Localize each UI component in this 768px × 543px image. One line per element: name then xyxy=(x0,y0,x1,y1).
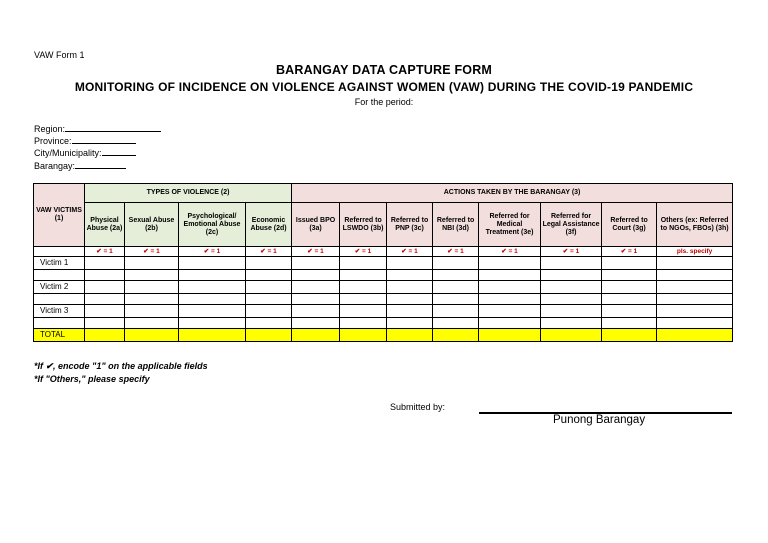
entry-cell[interactable] xyxy=(292,294,340,305)
total-cell[interactable] xyxy=(246,329,292,342)
barangay-field[interactable] xyxy=(34,159,126,172)
total-label: TOTAL xyxy=(34,329,85,342)
total-cell[interactable] xyxy=(340,329,387,342)
form-subtitle: MONITORING OF INCIDENCE ON VIOLENCE AGAINST WOMEN (VAW) DURING THE COVID-19 PANDEMIC xyxy=(74,80,694,94)
entry-cell[interactable] xyxy=(246,281,292,294)
entry-cell[interactable] xyxy=(34,270,85,281)
action-bpo: Issued BPO (3a) xyxy=(292,203,340,247)
entry-cell[interactable] xyxy=(657,270,733,281)
action-pnp: Referred to PNP (3c) xyxy=(387,203,433,247)
entry-cell[interactable] xyxy=(34,318,85,329)
check-row-blank xyxy=(34,247,85,257)
entry-cell[interactable] xyxy=(292,257,340,270)
entry-cell[interactable] xyxy=(85,257,125,270)
note-others: *If "Others," please specify xyxy=(34,374,150,384)
total-cell[interactable] xyxy=(433,329,479,342)
entry-cell[interactable] xyxy=(479,318,541,329)
entry-cell[interactable] xyxy=(433,270,479,281)
entry-cell[interactable] xyxy=(602,318,657,329)
period-label: For the period: xyxy=(354,97,414,107)
entry-cell[interactable] xyxy=(340,294,387,305)
entry-cell[interactable] xyxy=(541,305,602,318)
victim-label: Victim 1 xyxy=(34,257,85,270)
total-cell[interactable] xyxy=(602,329,657,342)
check-note: ✔ = 1 xyxy=(479,247,541,257)
entry-cell[interactable] xyxy=(602,257,657,270)
entry-cell[interactable] xyxy=(179,257,246,270)
entry-cell[interactable] xyxy=(125,270,179,281)
entry-cell[interactable] xyxy=(179,318,246,329)
entry-cell[interactable] xyxy=(292,281,340,294)
city-line xyxy=(102,146,136,156)
others-note: pls. specify xyxy=(657,247,733,257)
entry-cell[interactable] xyxy=(246,270,292,281)
victim-label: Victim 3 xyxy=(34,305,85,318)
entry-cell[interactable] xyxy=(387,257,433,270)
entry-cell[interactable] xyxy=(246,257,292,270)
total-cell[interactable] xyxy=(179,329,246,342)
check-note: ✔ = 1 xyxy=(340,247,387,257)
entry-cell[interactable] xyxy=(387,305,433,318)
type-physical: Physical Abuse (2a) xyxy=(85,203,125,247)
types-header: TYPES OF VIOLENCE (2) xyxy=(85,184,292,203)
blank-row xyxy=(34,294,733,305)
action-medical: Referred for Medical Treatment (3e) xyxy=(479,203,541,247)
entry-cell[interactable] xyxy=(479,257,541,270)
entry-cell[interactable] xyxy=(602,294,657,305)
form-title: BARANGAY DATA CAPTURE FORM xyxy=(275,63,493,77)
entry-cell[interactable] xyxy=(85,270,125,281)
entry-cell[interactable] xyxy=(125,294,179,305)
entry-cell[interactable] xyxy=(433,294,479,305)
type-sexual: Sexual Abuse (2b) xyxy=(125,203,179,247)
entry-cell[interactable] xyxy=(541,318,602,329)
entry-cell[interactable] xyxy=(433,305,479,318)
entry-cell[interactable] xyxy=(125,305,179,318)
entry-cell[interactable] xyxy=(602,270,657,281)
total-cell[interactable] xyxy=(479,329,541,342)
check-note: ✔ = 1 xyxy=(85,247,125,257)
entry-cell[interactable] xyxy=(340,270,387,281)
check-note: ✔ = 1 xyxy=(387,247,433,257)
form-label: VAW Form 1 xyxy=(34,50,85,60)
entry-cell[interactable] xyxy=(292,318,340,329)
entry-cell[interactable] xyxy=(340,281,387,294)
entry-cell[interactable] xyxy=(85,281,125,294)
entry-cell[interactable] xyxy=(657,318,733,329)
note-encode: *If ✔, encode "1" on the applicable fields xyxy=(34,361,208,371)
action-nbi: Referred to NBI (3d) xyxy=(433,203,479,247)
entry-cell[interactable] xyxy=(657,257,733,270)
entry-cell[interactable] xyxy=(541,257,602,270)
entry-cell[interactable] xyxy=(479,305,541,318)
barangay-label: Barangay: xyxy=(34,161,76,171)
total-row xyxy=(34,329,733,342)
entry-cell[interactable] xyxy=(433,318,479,329)
barangay-line xyxy=(75,159,126,169)
check-note: ✔ = 1 xyxy=(125,247,179,257)
entry-cell[interactable] xyxy=(479,270,541,281)
entry-cell[interactable] xyxy=(479,294,541,305)
submitted-by-label: Submitted by: xyxy=(390,402,446,412)
entry-cell[interactable] xyxy=(179,294,246,305)
entry-cell[interactable] xyxy=(387,270,433,281)
entry-cell[interactable] xyxy=(387,294,433,305)
entry-cell[interactable] xyxy=(387,318,433,329)
victim-row xyxy=(34,281,733,294)
entry-cell[interactable] xyxy=(179,281,246,294)
region-label: Region: xyxy=(34,124,66,134)
entry-cell[interactable] xyxy=(541,281,602,294)
entry-cell[interactable] xyxy=(179,305,246,318)
entry-cell[interactable] xyxy=(602,305,657,318)
blank-row xyxy=(34,318,733,329)
entry-cell[interactable] xyxy=(602,281,657,294)
action-legal: Referred for Legal Assistance (3f) xyxy=(541,203,602,247)
entry-cell[interactable] xyxy=(433,281,479,294)
province-label: Province: xyxy=(34,136,72,146)
data-capture-table xyxy=(33,183,733,342)
entry-cell[interactable] xyxy=(85,318,125,329)
entry-cell[interactable] xyxy=(340,318,387,329)
victims-header: VAW VICTIMS (1) xyxy=(34,184,85,247)
entry-cell[interactable] xyxy=(179,270,246,281)
victim-label: Victim 2 xyxy=(34,281,85,294)
city-field[interactable] xyxy=(34,146,136,159)
entry-cell[interactable] xyxy=(657,305,733,318)
entry-cell[interactable] xyxy=(246,294,292,305)
total-cell[interactable] xyxy=(387,329,433,342)
entry-cell[interactable] xyxy=(246,305,292,318)
check-note: ✔ = 1 xyxy=(246,247,292,257)
victim-row xyxy=(34,257,733,270)
province-line xyxy=(72,134,136,144)
entry-cell[interactable] xyxy=(34,294,85,305)
entry-cell[interactable] xyxy=(85,294,125,305)
total-cell[interactable] xyxy=(85,329,125,342)
region-line xyxy=(65,122,161,132)
entry-cell[interactable] xyxy=(541,294,602,305)
entry-cell[interactable] xyxy=(292,270,340,281)
action-court: Referred to Court (3g) xyxy=(602,203,657,247)
entry-cell[interactable] xyxy=(479,281,541,294)
total-cell[interactable] xyxy=(292,329,340,342)
entry-cell[interactable] xyxy=(85,305,125,318)
entry-cell[interactable] xyxy=(340,305,387,318)
total-cell[interactable] xyxy=(657,329,733,342)
total-cell[interactable] xyxy=(125,329,179,342)
entry-cell[interactable] xyxy=(657,281,733,294)
total-cell[interactable] xyxy=(541,329,602,342)
entry-cell[interactable] xyxy=(340,257,387,270)
entry-cell[interactable] xyxy=(292,305,340,318)
action-lswdo: Referred to LSWDO (3b) xyxy=(340,203,387,247)
check-note: ✔ = 1 xyxy=(541,247,602,257)
actions-header: ACTIONS TAKEN BY THE BARANGAY (3) xyxy=(292,184,733,203)
type-psychological: Psychological/ Emotional Abuse (2c) xyxy=(179,203,246,247)
check-note: ✔ = 1 xyxy=(179,247,246,257)
blank-row xyxy=(34,270,733,281)
entry-cell[interactable] xyxy=(125,257,179,270)
entry-cell[interactable] xyxy=(246,318,292,329)
victim-row xyxy=(34,305,733,318)
type-economic: Economic Abuse (2d) xyxy=(246,203,292,247)
check-note: ✔ = 1 xyxy=(602,247,657,257)
action-others: Others (ex: Referred to NGOs, FBOs) (3h) xyxy=(657,203,733,247)
city-label: City/Municipality: xyxy=(34,148,102,158)
entry-cell[interactable] xyxy=(541,270,602,281)
entry-cell[interactable] xyxy=(433,257,479,270)
entry-cell[interactable] xyxy=(657,294,733,305)
signatory-title: Punong Barangay xyxy=(553,414,646,426)
check-note: ✔ = 1 xyxy=(292,247,340,257)
check-note: ✔ = 1 xyxy=(433,247,479,257)
entry-cell[interactable] xyxy=(125,281,179,294)
entry-cell[interactable] xyxy=(387,281,433,294)
entry-cell[interactable] xyxy=(125,318,179,329)
